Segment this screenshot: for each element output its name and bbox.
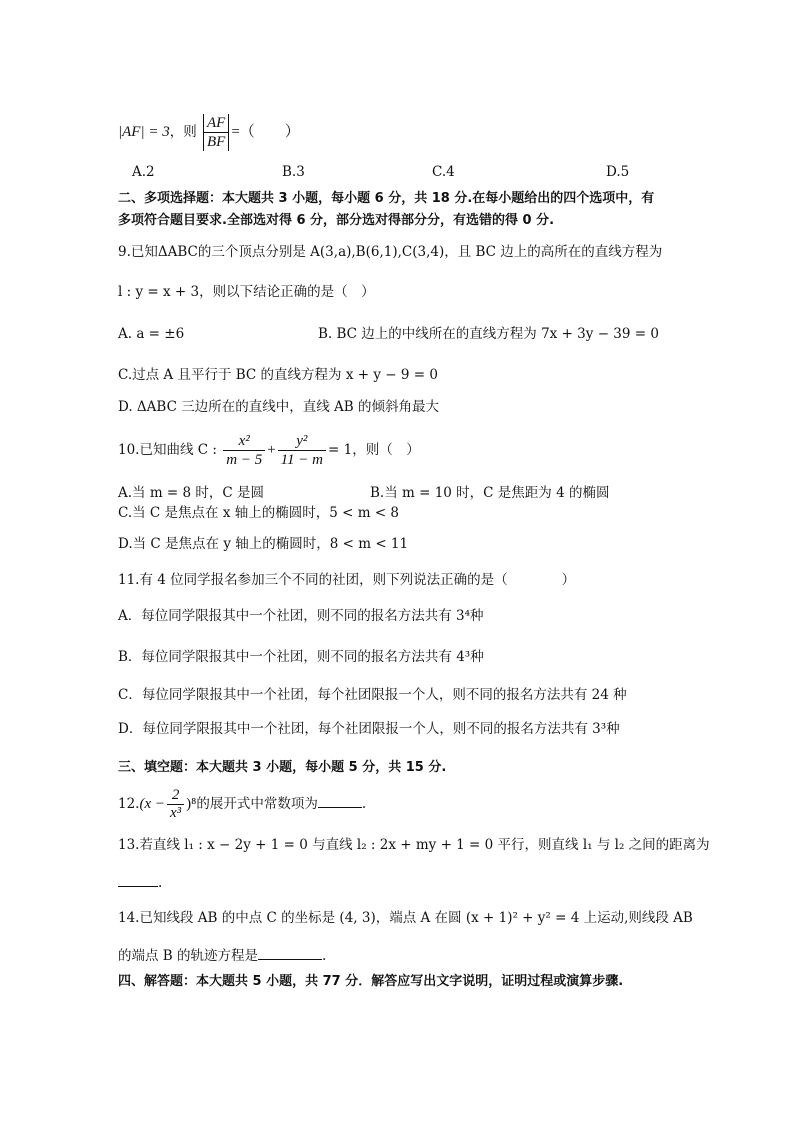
q10-prefix: 10.已知曲线 C : [118, 442, 217, 458]
q10-fraction-2 [278, 432, 326, 469]
section2-line2: 多项符合题目要求.全部选对得 6 分，部分选对得部分分，有选错的得 0 分. [118, 213, 555, 228]
q8-stem [118, 112, 300, 152]
q8-rhs: =（ ） [231, 124, 300, 140]
section4-heading: 四、解答题：本大题共 5 小题，共 77 分．解答应写出文字说明，证明过程或演算步骤. [118, 974, 624, 989]
q10-f1-den: m − 5 [226, 452, 263, 468]
q12-fraction [167, 787, 184, 822]
q14-stem-line2 [118, 945, 326, 965]
q8-option-c: C.4 [432, 164, 455, 180]
q8-fraction [203, 114, 229, 151]
q11-option-c: C．每位同学限报其中一个社团，每个社团限报一个人，则不同的报名方法共有 24 种 [118, 687, 627, 703]
q12-answer-blank[interactable] [318, 793, 362, 808]
q10-f1-num: x² [223, 432, 265, 451]
q10-f2-num: y² [278, 432, 326, 451]
q12-stem [118, 784, 366, 824]
q8-sep: ，则 [169, 124, 197, 140]
q8-option-a: A.2 [132, 164, 155, 180]
section3-heading: 三、填空题：本大题共 3 小题，每小题 5 分，共 15 分. [118, 760, 447, 775]
q10-f2-den: 11 − m [280, 452, 324, 468]
q14-stem-line1: 14.已知线段 AB 的中点 C 的坐标是 (4, 3)，端点 A 在圆 (x + 1)² + y² = 4 上运动,则线段 AB [118, 910, 693, 926]
q10-fraction-1 [223, 432, 265, 469]
q9-option-d: D. ΔABC 三边所在的直线中，直线 AB 的倾斜角最大 [118, 399, 439, 415]
q13-answer-line [118, 872, 162, 892]
q11-option-a: A．每位同学限报其中一个社团，则不同的报名方法共有 3⁴种 [118, 608, 484, 624]
q12-rpar: )⁸ [186, 796, 197, 812]
q8-lhs: |AF| = 3 [118, 124, 170, 140]
q11-stem: 11.有 4 位同学报名参加三个不同的社团，则下列说法正确的是（ ） [118, 572, 576, 588]
q10-plus: + [267, 442, 276, 458]
q11-option-b: B．每位同学限报其中一个社团，则不同的报名方法共有 4³种 [118, 649, 484, 665]
q9-stem-line2: l : y = x + 3，则以下结论正确的是（ ） [118, 284, 375, 300]
q9-option-a: A. a = ±6 [118, 326, 185, 342]
q8-frac-num: AF [203, 114, 229, 133]
q8-option-d: D.5 [606, 164, 630, 180]
q13-end: . [158, 875, 163, 891]
q8-frac-den: BF [203, 133, 229, 151]
q10-option-d: D.当 C 是焦点在 y 轴上的椭圆时，8 < m < 11 [118, 536, 409, 552]
q10-option-b: B.当 m = 10 时，C 是焦距为 4 的椭圆 [370, 485, 610, 501]
q9-option-c: C.过点 A 且平行于 BC 的直线方程为 x + y − 9 = 0 [118, 367, 438, 383]
q9-stem-line1: 9.已知ΔABC的三个顶点分别是 A(3,a),B(6,1),C(3,4)，且 BC 边上的高所在的直线方程为 [118, 244, 663, 260]
q10-stem [118, 428, 420, 472]
section2-line1: 二、多项选择题：本大题共 3 小题，每小题 6 分，共 18 分.在每小题给出的四个选项中，有 [118, 191, 655, 206]
q11-option-d: D．每位同学限报其中一个社团，每个社团限报一个人，则不同的报名方法共有 3³种 [118, 721, 620, 737]
q13-stem: 13.若直线 l₁ : x − 2y + 1 = 0 与直线 l₂ : 2x + my + 1 = 0 平行，则直线 l₁ 与 l₂ 之间的距离为 [118, 837, 710, 853]
q14-end: . [322, 948, 327, 964]
q8-option-b: B.3 [282, 164, 305, 180]
q14-stem2-text: 的端点 B 的轨迹方程是 [118, 948, 259, 964]
q12-lpar: (x − [139, 796, 166, 812]
q12-f-den: x³ [170, 805, 182, 821]
q12-suffix: 的展开式中常数项为 [196, 796, 318, 812]
q10-option-a: A.当 m = 8 时，C 是圆 [118, 485, 265, 501]
q10-option-c: C.当 C 是焦点在 x 轴上的椭圆时，5 < m < 8 [118, 505, 400, 521]
q12-f-num: 2 [167, 787, 184, 805]
q12-end: . [361, 796, 367, 812]
q14-answer-blank[interactable] [258, 945, 322, 960]
q10-suffix: = 1，则（ ） [328, 442, 420, 458]
q13-answer-blank[interactable] [118, 872, 158, 887]
q12-prefix: 12. [118, 796, 140, 812]
q9-option-b: B. BC 边上的中线所在的直线方程为 7x + 3y − 39 = 0 [318, 326, 659, 342]
